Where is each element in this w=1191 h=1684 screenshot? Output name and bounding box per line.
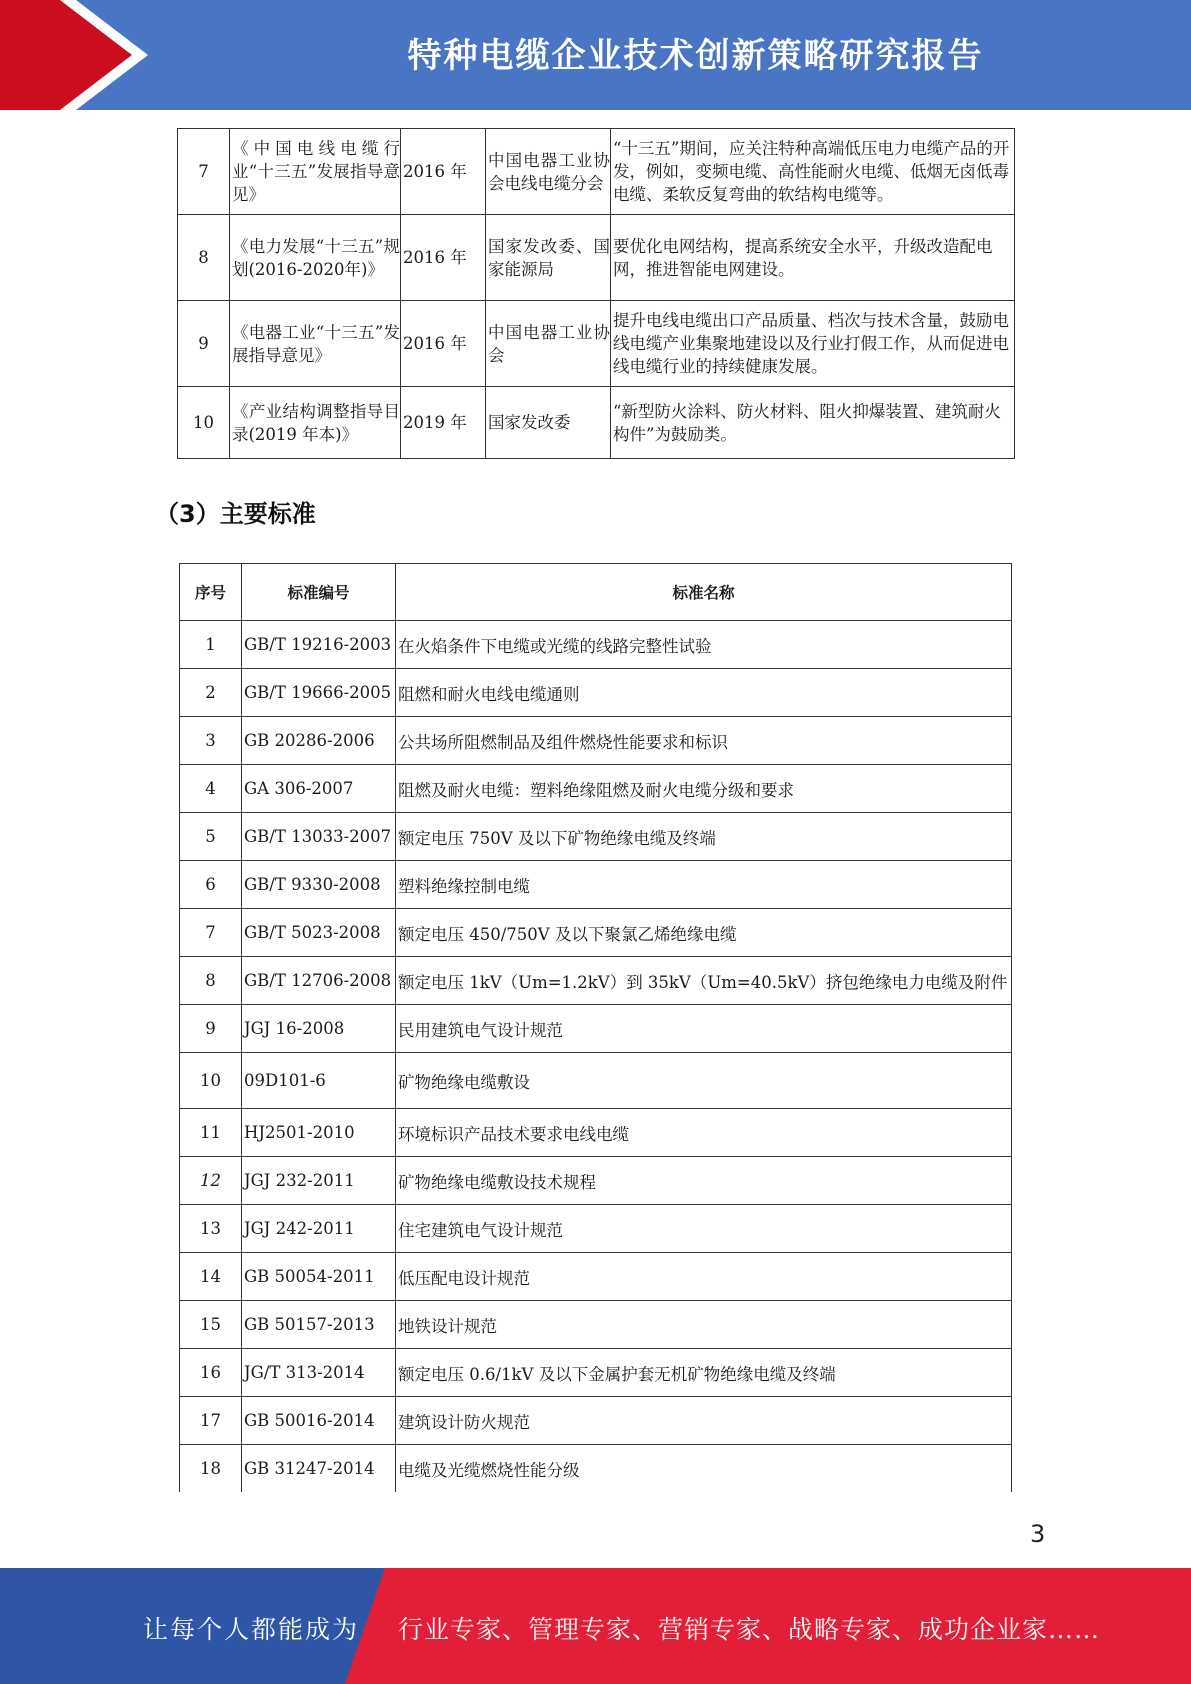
standard-no: 10 [180,1053,242,1109]
table-row [178,129,1015,215]
standard-no: 13 [180,1205,242,1253]
table-row [180,621,1012,669]
standard-no: 5 [180,813,242,861]
policy-no: 8 [178,215,230,301]
standard-name: 额定电压 750V 及以下矿物绝缘电缆及终端 [396,813,1012,861]
standard-no: 18 [180,1445,242,1493]
standard-code: JGJ 16-2008 [242,1005,396,1053]
header-name: 标准名称 [396,564,1012,621]
table-header-row [180,564,1012,621]
policy-name: 《中国电线电缆行业“十三五”发展指导意见》 [230,129,401,215]
standard-code: GB/T 12706-2008 [242,957,396,1005]
policy-name: 《电器工业“十三五”发展指导意见》 [230,301,401,387]
standard-no: 3 [180,717,242,765]
standard-code: HJ2501-2010 [242,1109,396,1157]
standard-name: 民用建筑电气设计规范 [396,1005,1012,1053]
standard-code: GB 31247-2014 [242,1445,396,1493]
standard-no: 14 [180,1253,242,1301]
table-row [180,957,1012,1005]
standard-name: 电缆及光缆燃烧性能分级 [396,1445,1012,1493]
policy-content: “十三五”期间，应关注特种高端低压电力电缆产品的开发，例如，变频电缆、高性能耐火电缆、低烟无卤低毒电缆、柔软反复弯曲的软结构电缆等。 [611,129,1015,215]
table-row [180,1253,1012,1301]
header-code: 标准编号 [242,564,396,621]
table-row [180,1053,1012,1109]
table-row [180,1445,1012,1493]
standard-code: JG/T 313-2014 [242,1349,396,1397]
standard-code: JGJ 242-2011 [242,1205,396,1253]
standard-code: GA 306-2007 [242,765,396,813]
standard-code: JGJ 232-2011 [242,1157,396,1205]
policy-no: 7 [178,129,230,215]
standard-code: GB 50054-2011 [242,1253,396,1301]
standard-no: 7 [180,909,242,957]
standard-code: GB/T 19666-2005 [242,669,396,717]
standard-no: 12 [180,1157,242,1205]
standard-no: 15 [180,1301,242,1349]
policy-name: 《电力发展“十三五”规划(2016-2020年)》 [230,215,401,301]
table-row [180,1301,1012,1349]
header-banner [0,0,1191,110]
standard-name: 住宅建筑电气设计规范 [396,1205,1012,1253]
policy-table [177,128,1015,459]
table-row [180,909,1012,957]
policy-content: “新型防火涂料、防火材料、阻火抑爆装置、建筑耐火构件”为鼓励类。 [611,387,1015,459]
table-row [180,1397,1012,1445]
table-row [180,1157,1012,1205]
table-row [178,215,1015,301]
standard-code: GB 20286-2006 [242,717,396,765]
standard-name: 塑料绝缘控制电缆 [396,861,1012,909]
standard-name: 地铁设计规范 [396,1301,1012,1349]
standard-name: 建筑设计防火规范 [396,1397,1012,1445]
table-row [180,1349,1012,1397]
standard-no: 1 [180,621,242,669]
standard-name: 额定电压 0.6/1kV 及以下金属护套无机矿物绝缘电缆及终端 [396,1349,1012,1397]
standard-name: 低压配电设计规范 [396,1253,1012,1301]
table-row [180,765,1012,813]
table-row [180,1109,1012,1157]
standard-no: 2 [180,669,242,717]
policy-no: 9 [178,301,230,387]
standard-name: 公共场所阻燃制品及组件燃烧性能要求和标识 [396,717,1012,765]
standard-code: GB/T 13033-2007 [242,813,396,861]
footer-slogan-right: 行业专家、管理专家、营销专家、战略专家、成功企业家…… [398,1615,1101,1644]
policy-no: 10 [178,387,230,459]
standard-name: 在火焰条件下电缆或光缆的线路完整性试验 [396,621,1012,669]
standard-code: GB 50016-2014 [242,1397,396,1445]
report-title: 特种电缆企业技术创新策略研究报告 [407,36,984,76]
policy-content: 要优化电网结构，提高系统安全水平，升级改造配电网，推进智能电网建设。 [611,215,1015,301]
policy-issuer: 中国电器工业协会电线电缆分会 [486,129,611,215]
standard-name: 额定电压 1kV（Um=1.2kV）到 35kV（Um=40.5kV）挤包绝缘电力电缆及附件 [396,957,1012,1005]
standard-no: 17 [180,1397,242,1445]
table-row [180,669,1012,717]
standard-code: 09D101-6 [242,1053,396,1109]
policy-year: 2016 年 [401,129,486,215]
policy-issuer: 国家发改委 [486,387,611,459]
footer-banner [0,1568,1191,1684]
standard-name: 矿物绝缘电缆敷设 [396,1053,1012,1109]
policy-year: 2016 年 [401,215,486,301]
standard-no: 6 [180,861,242,909]
table-row [180,717,1012,765]
footer-slogan-left: 让每个人都能成为 [143,1615,360,1644]
policy-issuer: 中国电器工业协会 [486,301,611,387]
standard-name: 环境标识产品技术要求电线电缆 [396,1109,1012,1157]
standards-table [179,563,1012,1492]
table-row [178,301,1015,387]
table-row [180,1005,1012,1053]
policy-name: 《产业结构调整指导目录(2019 年本)》 [230,387,401,459]
header-no: 序号 [180,564,242,621]
standard-code: GB/T 9330-2008 [242,861,396,909]
table-row [180,861,1012,909]
standard-name: 额定电压 450/750V 及以下聚氯乙烯绝缘电缆 [396,909,1012,957]
table-row [180,813,1012,861]
standard-name: 阻燃及耐火电缆：塑料绝缘阻燃及耐火电缆分级和要求 [396,765,1012,813]
standard-code: GB/T 5023-2008 [242,909,396,957]
policy-year: 2019 年 [401,387,486,459]
standard-no: 9 [180,1005,242,1053]
policy-content: 提升电线电缆出口产品质量、档次与技术含量，鼓励电线电缆产业集聚地建设以及行业打假工作，从而促进电线电缆行业的持续健康发展。 [611,301,1015,387]
standard-no: 11 [180,1109,242,1157]
standard-name: 阻燃和耐火电线电缆通则 [396,669,1012,717]
standard-code: GB 50157-2013 [242,1301,396,1349]
table-row [178,387,1015,459]
standard-name: 矿物绝缘电缆敷设技术规程 [396,1157,1012,1205]
policy-year: 2016 年 [401,301,486,387]
table-row [180,1205,1012,1253]
section-heading: （3）主要标准 [155,500,316,528]
standard-no: 4 [180,765,242,813]
standard-no: 16 [180,1349,242,1397]
standard-no: 8 [180,957,242,1005]
page-number: 3 [1030,1520,1046,1548]
policy-issuer: 国家发改委、国家能源局 [486,215,611,301]
standard-code: GB/T 19216-2003 [242,621,396,669]
